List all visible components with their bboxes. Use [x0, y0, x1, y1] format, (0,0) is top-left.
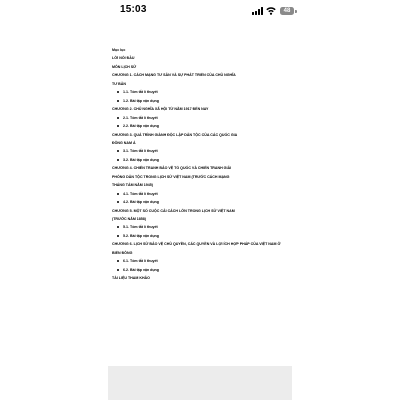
bullet-dot-icon	[117, 235, 119, 237]
toc-subitem[interactable]	[117, 268, 159, 273]
toc-heading-line[interactable]	[112, 56, 134, 61]
toc-subitem[interactable]	[117, 99, 159, 104]
toc-heading-line[interactable]	[112, 141, 136, 146]
cellular-signal-icon	[252, 7, 263, 15]
toc-line-text: Mục lục	[112, 48, 126, 52]
bullet-dot-icon	[117, 226, 119, 228]
toc-subitem[interactable]	[117, 192, 158, 197]
toc-line-text: 2.1. Tóm tắt lí thuyết	[123, 115, 158, 120]
toc-line-text: THÁNG TÁM NĂM 1945)	[112, 183, 153, 188]
toc-line-text: CHƯƠNG 3. QUÁ TRÌNH GIÀNH ĐỘC LẬP DÂN TỘC CỦA CÁC QUỐC GIA	[112, 132, 238, 137]
toc-line-text: 1.1. Tóm tắt lí thuyết	[123, 90, 158, 95]
status-bar	[0, 0, 400, 24]
toc-heading-line[interactable]	[112, 251, 132, 256]
bullet-dot-icon	[117, 100, 119, 102]
toc-line-text: PHÓNG DÂN TỘC TRONG LỊCH SỬ VIỆT NAM (TRƯỚC CÁCH MẠNG	[112, 174, 230, 179]
toc-line-text: 3.2. Bài tập vận dụng	[123, 157, 159, 162]
toc-heading-line[interactable]	[112, 73, 236, 78]
toc-heading-line[interactable]	[112, 183, 153, 188]
toc-subitem[interactable]	[117, 90, 158, 95]
toc-line-text: CHƯƠNG 6. LỊCH SỬ BẢO VỆ CHỦ QUYỀN, CÁC QUYỀN VÀ LỢI ÍCH HỢP PHÁP CỦA VIỆT NAM Ở	[112, 242, 281, 247]
toc-subitem[interactable]	[117, 200, 159, 205]
toc-heading-line[interactable]	[112, 133, 237, 138]
toc-subitem[interactable]	[117, 225, 158, 230]
toc-line-text: ĐÔNG NAM Á	[112, 140, 136, 145]
toc-line-text: 1.2. Bài tập vận dụng	[123, 98, 159, 103]
toc-line-text: CHƯƠNG 5. MỘT SỐ CUỘC CẢI CÁCH LỚN TRONG LỊCH SỬ VIỆT NAM	[112, 208, 235, 213]
toc-heading-line[interactable]	[112, 82, 126, 87]
toc-line-text: 5.2. Bài tập vận dụng	[123, 233, 159, 238]
toc-heading-line[interactable]	[112, 209, 235, 214]
battery-icon: 48	[280, 7, 294, 15]
bullet-dot-icon	[117, 91, 119, 93]
toc-line-text: BIỂN ĐÔNG	[112, 250, 133, 255]
toc-subitem[interactable]	[117, 116, 158, 121]
toc-line-text: 4.2. Bài tập vận dụng	[123, 200, 159, 205]
bullet-dot-icon	[117, 193, 119, 195]
toc-heading-line[interactable]	[112, 65, 136, 70]
toc-line-text: CHƯƠNG 2. CHỦ NGHĨA XÃ HỘI TỪ NĂM 1917 ĐẾN NAY	[112, 107, 209, 112]
bullet-dot-icon	[117, 125, 119, 127]
toc-subitem[interactable]	[117, 259, 158, 264]
toc-heading-line[interactable]	[112, 107, 208, 112]
status-time: 15:03	[120, 4, 147, 15]
toc-line-text: LỜI NÓI ĐẦU	[112, 56, 135, 61]
toc-heading-line[interactable]	[112, 48, 125, 53]
toc-line-text: 6.2. Bài tập vận dụng	[123, 267, 159, 272]
bullet-dot-icon	[117, 150, 119, 152]
toc-subitem[interactable]	[117, 158, 159, 163]
bullet-dot-icon	[117, 201, 119, 203]
toc-heading-line[interactable]	[112, 166, 231, 171]
bullet-dot-icon	[117, 269, 119, 271]
bullet-dot-icon	[117, 260, 119, 262]
toc-line-text: 6.1. Tóm tắt lí thuyết	[123, 259, 158, 264]
toc-line-text: MÔN LỊCH SỬ	[112, 64, 137, 69]
toc-line-text: 4.1. Tóm tắt lí thuyết	[123, 191, 158, 196]
toc-line-text: (TRƯỚC NĂM 1858)	[112, 217, 147, 221]
toc-line-text: 5.1. Tóm tắt lí thuyết	[123, 225, 158, 230]
bullet-dot-icon	[117, 117, 119, 119]
toc-subitem[interactable]	[117, 234, 159, 239]
toc-subitem[interactable]	[117, 149, 158, 154]
toc-line-text: 3.1. Tóm tắt lí thuyết	[123, 149, 158, 154]
toc-line-text: CHƯƠNG 1. CÁCH MẠNG TƯ SẢN VÀ SỰ PHÁT TRIỂN CỦA CHỦ NGHĨA	[112, 73, 236, 78]
wifi-icon	[266, 6, 276, 15]
toc-subitem[interactable]	[117, 124, 159, 129]
toc-line-text: 2.2. Bài tập vận dụng	[123, 124, 159, 129]
toc-heading-line[interactable]	[112, 217, 146, 222]
toc-line-text: TƯ BẢN	[112, 81, 126, 86]
toc-line-text: TÀI LIỆU THAM KHẢO	[112, 276, 150, 281]
toc-heading-line[interactable]	[112, 276, 150, 281]
battery-cap	[295, 10, 297, 13]
toc-heading-line[interactable]	[112, 242, 281, 247]
toc-heading-line[interactable]	[112, 175, 229, 180]
bottom-toolbar[interactable]	[108, 366, 292, 400]
bullet-dot-icon	[117, 159, 119, 161]
toc-line-text: CHƯƠNG 4. CHIẾN TRANH BẢO VỆ TỔ QUỐC VÀ CHIẾN TRANH GIẢI	[112, 166, 232, 171]
